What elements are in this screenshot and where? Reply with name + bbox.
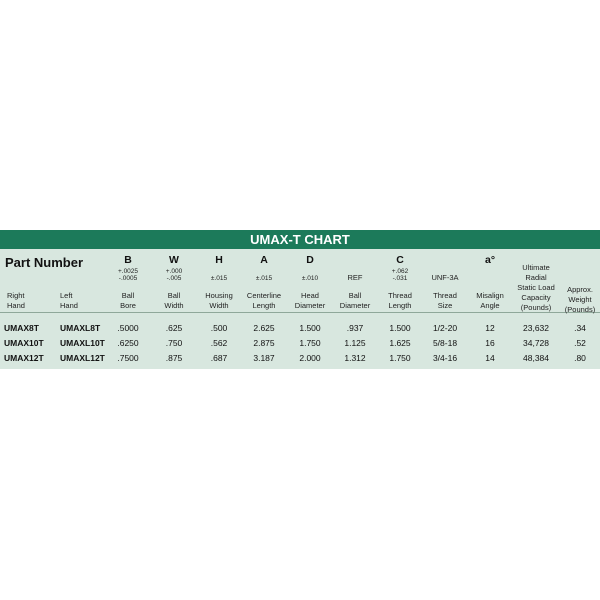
col-ref-label: REF [347,273,363,282]
misalign-angle-label: Misalign Angle [476,291,504,310]
cell-housing-width: .500 [210,323,228,333]
cell-head-diameter: 1.500 [299,323,321,333]
thread-length-label: Thread Length [388,291,412,310]
col-h-letter: H [215,254,223,266]
cell-right-hand-part: UMAX8T [4,323,39,333]
right-hand-label: Right Hand [7,291,25,310]
left-hand-label: Left Hand [60,291,78,310]
ball-bore-label: Ball Bore [120,291,136,310]
cell-misalign-angle: 12 [485,323,495,333]
col-c-letter: C [396,254,404,266]
cell-ball-width: .625 [165,323,183,333]
cell-load-capacity: 48,384 [523,353,549,363]
table-row [0,336,600,351]
cell-head-diameter: 2.000 [299,353,321,363]
cell-left-hand-part: UMAXL12T [60,353,105,363]
cell-right-hand-part: UMAX10T [4,338,44,348]
cell-thread-length: 1.500 [389,323,411,333]
col-ultimate-label: Ultimate Radial Static Load Capacity (Pounds) [517,263,555,312]
cell-load-capacity: 34,728 [523,338,549,348]
chart-title: UMAX-T CHART [0,230,600,249]
col-c-tol-plus: +.062 [391,268,409,275]
col-a-tol: ±.015 [255,275,273,282]
head-diameter-label: Head Diameter [294,291,326,310]
cell-misalign-angle: 14 [485,353,495,363]
cell-left-hand-part: UMAXL10T [60,338,105,348]
col-b-tol-plus: +.0025 [117,268,139,275]
cell-thread-size: 3/4-16 [432,353,458,363]
table-body [0,321,600,369]
col-w-tol-plus: +.000 [165,268,183,275]
cell-thread-size: 5/8-18 [432,338,458,348]
part-number-heading: Part Number [5,255,84,270]
cell-weight: .34 [574,323,586,333]
cell-thread-length: 1.625 [389,338,411,348]
cell-centerline-length: 3.187 [253,353,275,363]
cell-centerline-length: 2.625 [253,323,275,333]
cell-ball-bore: .6250 [117,338,139,348]
cell-weight: .80 [574,353,586,363]
thread-size-label: Thread Size [433,291,457,310]
col-c-tol-minus: -.031 [392,275,408,282]
col-weight-label: Approx. Weight (Pounds) [564,285,596,314]
table-row [0,321,600,336]
cell-ball-diameter: 1.312 [344,353,366,363]
umax-t-chart [0,230,600,369]
cell-load-capacity: 23,632 [523,323,549,333]
col-misalign-letter: a° [484,254,496,266]
col-h-tol: ±.015 [210,275,228,282]
table-header [0,249,600,312]
table-row [0,351,600,366]
cell-ball-width: .750 [165,338,183,348]
cell-centerline-length: 2.875 [253,338,275,348]
centerline-length-label: Centerline Length [246,291,282,310]
col-unf-label: UNF-3A [431,273,459,282]
housing-width-label: Housing Width [205,291,233,310]
cell-housing-width: .687 [210,353,228,363]
col-w-letter: W [169,254,179,266]
cell-thread-size: 1/2-20 [432,323,458,333]
col-d-tol: ±.010 [301,275,319,282]
cell-housing-width: .562 [210,338,228,348]
cell-misalign-angle: 16 [485,338,495,348]
cell-ball-diameter: 1.125 [344,338,366,348]
col-b-tol-minus: -.0005 [118,275,138,282]
cell-ball-diameter: .937 [346,323,364,333]
cell-right-hand-part: UMAX12T [4,353,44,363]
cell-left-hand-part: UMAXL8T [60,323,101,333]
col-b-letter: B [124,254,132,266]
col-d-letter: D [306,254,314,266]
cell-ball-bore: .5000 [117,323,139,333]
cell-weight: .52 [574,338,586,348]
cell-ball-width: .875 [165,353,183,363]
cell-thread-length: 1.750 [389,353,411,363]
ball-diameter-label: Ball Diameter [339,291,371,310]
cell-ball-bore: .7500 [117,353,139,363]
col-w-tol-minus: -.005 [166,275,182,282]
ball-width-label: Ball Width [164,291,184,310]
col-a-letter: A [260,254,268,266]
cell-head-diameter: 1.750 [299,338,321,348]
